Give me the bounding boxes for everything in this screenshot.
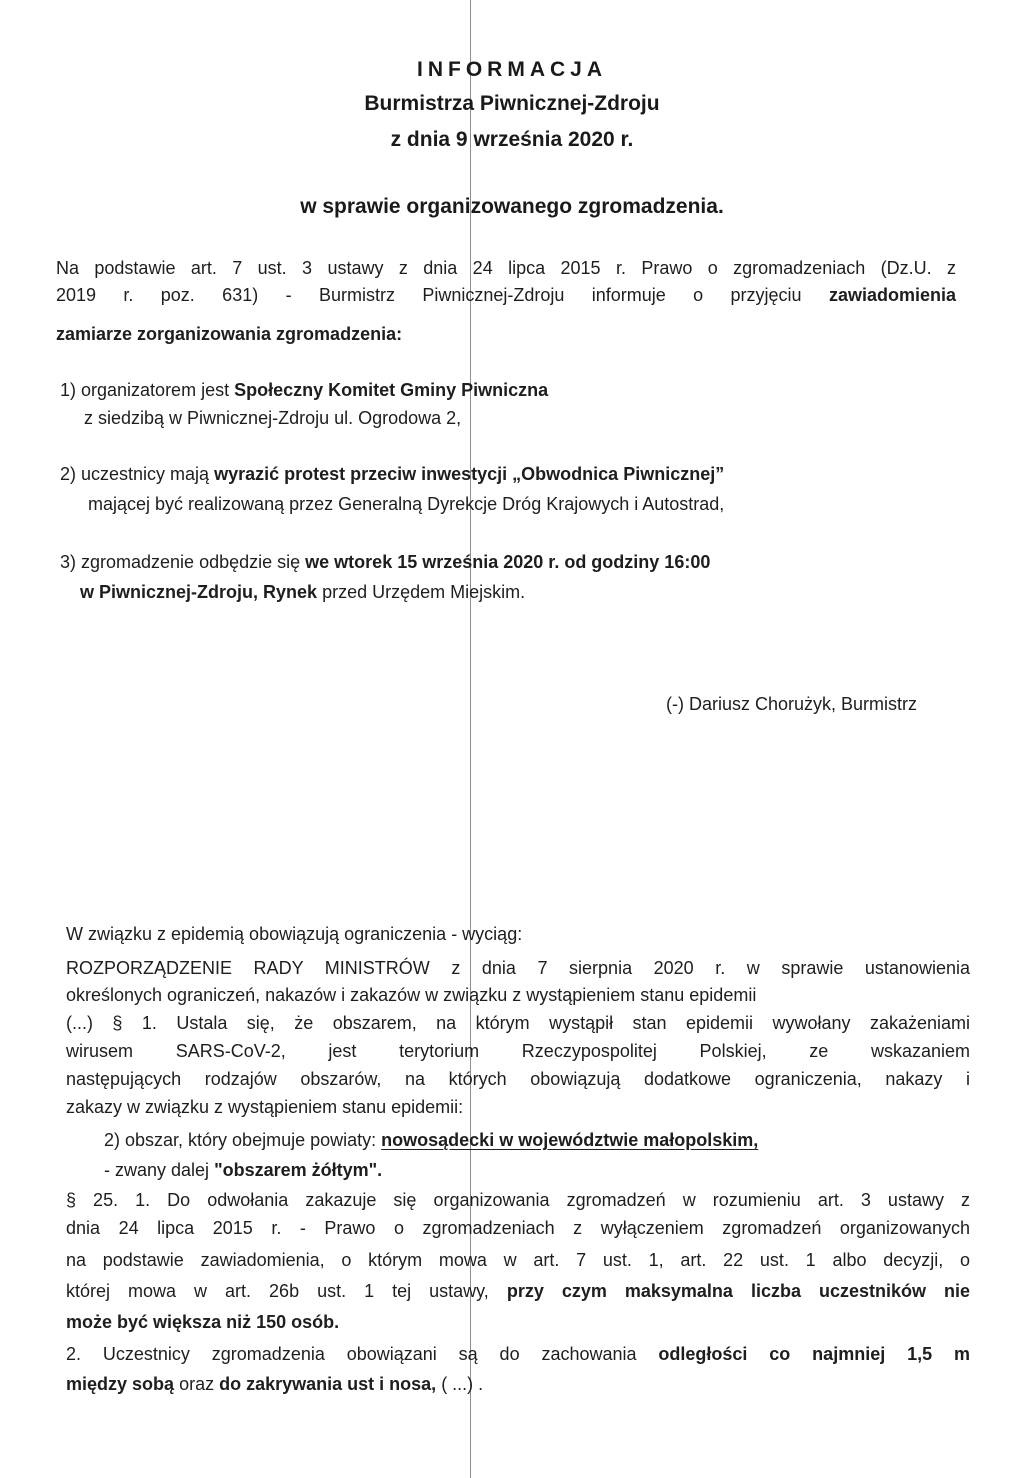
item-2-prefix: 2) uczestnicy mają <box>60 464 210 484</box>
intro-line-3 <box>56 324 402 345</box>
extract-line-12-text: której mowa w art. 26b ust. 1 tej ustawy, <box>66 1281 489 1301</box>
item-3-date-time: we wtorek 15 września 2020 r. od godziny 16:00 <box>305 552 711 572</box>
extract-line-8 <box>104 1160 382 1181</box>
item-1-line-1 <box>60 380 548 401</box>
intro-line-2 <box>56 285 956 306</box>
extract-line-11: na podstawie zawiadomienia, o którym mowa w art. 7 ust. 1, art. 22 ust. 1 albo decyzji, o <box>66 1250 970 1270</box>
item-2-line-2: mającej być realizowaną przez Generalną Dyrekcje Dróg Krajowych i Autostrad, <box>88 494 725 514</box>
intro-line-3-bold: zamiarze zorganizowania zgromadzenia: <box>56 324 403 344</box>
intro-line-2-bold: zawiadomienia <box>828 285 956 305</box>
item-3-location: w Piwnicznej-Zdroju, Rynek <box>80 582 318 602</box>
extract-line-14 <box>66 1344 970 1365</box>
extract-line-9: § 25. 1. Do odwołania zakazuje się organizowania zgromadzeń w rozumieniu art. 3 ustawy z <box>66 1190 970 1210</box>
item-2-line-1 <box>60 464 724 485</box>
item-3-line-2 <box>80 582 525 603</box>
extract-line-10: dnia 24 lipca 2015 r. - Prawo o zgromadzeniach z wyłączeniem zgromadzeń organizowanych <box>66 1218 970 1238</box>
extract-line-7-text: 2) obszar, który obejmuje powiaty: <box>104 1130 377 1150</box>
extract-line-3: (...) § 1. Ustala się, że obszarem, na którym wystąpił stan epidemii wywołany zakażeniami <box>66 1013 970 1033</box>
document-subject: w sprawie organizowanego zgromadzenia. <box>300 195 724 218</box>
extract-line-7 <box>104 1130 758 1151</box>
extract-and: oraz <box>179 1374 215 1394</box>
extract-area-name: nowosądecki w województwie małopolskim, <box>381 1130 759 1150</box>
extract-max-participants: może być większa niż 150 osób. <box>66 1312 340 1332</box>
extract-line-2: określonych ograniczeń, nakazów i zakazów w związku z wystąpieniem stanu epidemii <box>66 985 757 1005</box>
intro-line-2-text: 2019 r. poz. 631) - Burmistrz Piwnicznej-Zdroju informuje o przyjęciu <box>56 285 802 305</box>
item-3-prefix: 3) zgromadzenie odbędzie się <box>60 552 301 572</box>
extract-yellow-zone: "obszarem żółtym". <box>214 1160 383 1180</box>
extract-cover-mouth-nose: do zakrywania ust i nosa, <box>219 1374 437 1394</box>
extract-line-8-text: - zwany dalej <box>104 1160 210 1180</box>
item-2-protest: wyrazić protest przeciw inwestycji „Obwodnica Piwnicznej” <box>214 464 725 484</box>
document-title: INFORMACJA <box>417 58 607 81</box>
extract-line-12 <box>66 1281 970 1302</box>
signature: (-) Dariusz Chorużyk, Burmistrz <box>666 694 918 714</box>
extract-line-15 <box>66 1374 483 1395</box>
extract-heading: W związku z epidemią obowiązują ograniczenia - wyciąg: <box>66 924 523 944</box>
intro-line-1: Na podstawie art. 7 ust. 3 ustawy z dnia 24 lipca 2015 r. Prawo o zgromadzeniach (Dz.U. z <box>56 258 956 278</box>
extract-line-1: ROZPORZĄDZENIE RADY MINISTRÓW z dnia 7 sierpnia 2020 r. w sprawie ustanowienia <box>66 958 970 978</box>
document-date: z dnia 9 września 2020 r. <box>390 128 634 151</box>
extract-line-5: następujących rodzajów obszarów, na których obowiązują dodatkowe ograniczenia, nakazy i <box>66 1069 970 1089</box>
extract-distance: odległości co najmniej 1,5 m <box>658 1344 970 1364</box>
item-1-organizer: Społeczny Komitet Gminy Piwniczna <box>234 380 549 400</box>
item-1-line-2: z siedzibą w Piwnicznej-Zdroju ul. Ogrodowa 2, <box>84 408 462 428</box>
extract-line-6: zakazy w związku z wystąpieniem stanu epidemii: <box>66 1097 464 1117</box>
item-1-prefix: 1) organizatorem jest <box>60 380 230 400</box>
extract-line-14-text: 2. Uczestnicy zgromadzenia obowiązani są do zachowania <box>66 1344 637 1364</box>
document-authority: Burmistrza Piwnicznej-Zdroju <box>364 92 660 115</box>
extract-line-13 <box>66 1312 339 1333</box>
item-3-location-detail: przed Urzędem Miejskim. <box>322 582 526 602</box>
extract-line-12-bold: przy czym maksymalna liczba uczestników nie <box>506 1281 970 1301</box>
extract-between-each-other: między sobą <box>66 1374 175 1394</box>
extract-line-4: wirusem SARS-CoV-2, jest terytorium Rzeczypospolitej Polskiej, ze wskazaniem <box>66 1041 970 1061</box>
extract-ellipsis: ( ...) . <box>441 1374 484 1394</box>
item-3-line-1 <box>60 552 710 573</box>
